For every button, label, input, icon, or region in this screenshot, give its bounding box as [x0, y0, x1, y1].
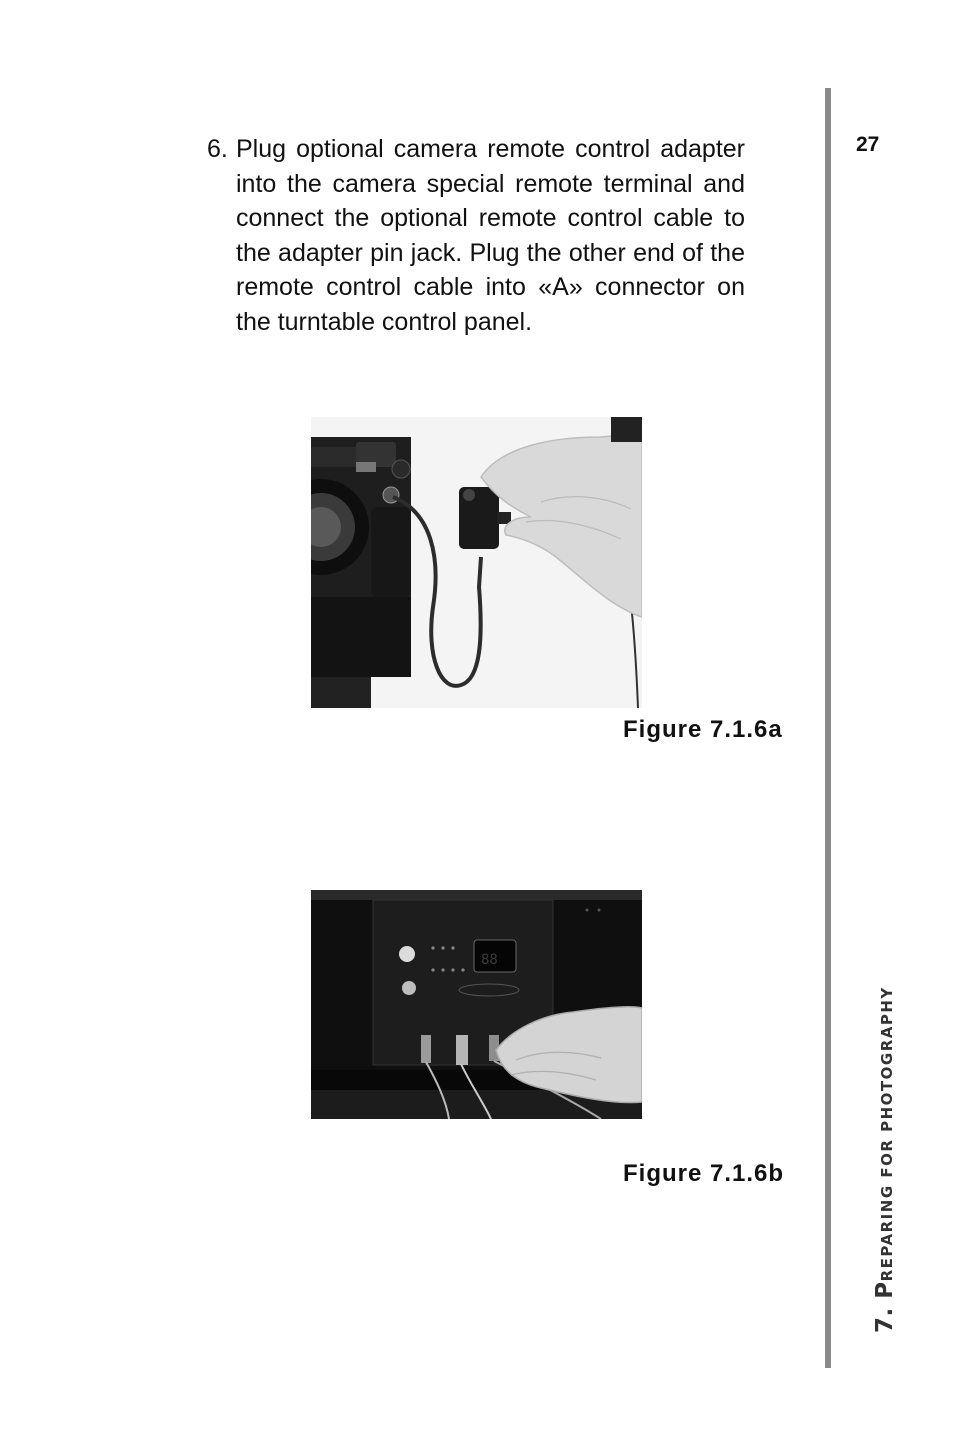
page-number: 27 [856, 133, 880, 156]
chapter-title-rest: REPARING FOR PHOTOGRAPHY [878, 986, 896, 1282]
figure-camera-remote-adapter [311, 417, 642, 708]
chapter-title [872, 986, 898, 1333]
figure-caption-a: Figure 7.1.6a [623, 716, 783, 743]
turntable-control-panel-photo [311, 890, 642, 1119]
step-number: 6. [207, 135, 228, 163]
svg-text:88: 88 [481, 952, 498, 968]
camera-remote-adapter-photo [311, 417, 642, 708]
chapter-title-prefix: 7. P [872, 1281, 898, 1333]
instruction-step [207, 132, 745, 340]
margin-rule [825, 88, 831, 1368]
step-text: Plug optional camera remote control adapter into the camera special remote terminal and connect the optional remote control cable to the adapter pin jack. Plug the other end of the remote control cable into «A» connector on the turntable control panel. [236, 135, 745, 336]
figure-caption-b: Figure 7.1.6b [623, 1160, 785, 1187]
figure-turntable-control-panel [311, 890, 642, 1119]
